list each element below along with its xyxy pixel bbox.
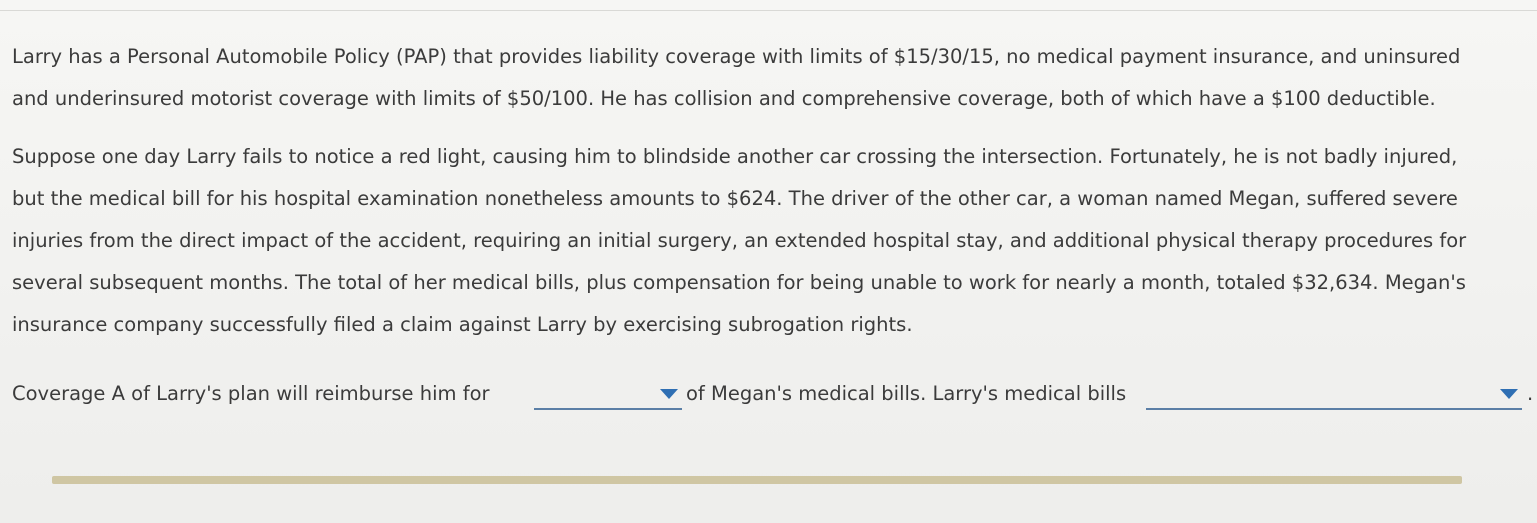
paragraph-line: injuries from the direct impact of the accident, requiring an initial surgery, an extended hospital stay, and additional physical therapy procedures for: [12, 229, 1467, 252]
paragraph-line: several subsequent months. The total of her medical bills, plus compensation for being unable to work for nearly a month, totaled $32,634. Megan's: [12, 271, 1466, 294]
paragraph-line: Larry has a Personal Automobile Policy (PAP) that provides liability coverage with limits of $15/30/15, no medical payment insurance, and uninsured: [12, 45, 1461, 68]
question-text-before: Coverage A of Larry's plan will reimburse him for: [12, 382, 490, 405]
paragraph-line: Suppose one day Larry fails to notice a red light, causing him to blindside another car crossing the intersection. Fortunately, he is not badly injured,: [12, 145, 1458, 168]
coverage-a-dropdown[interactable]: [534, 380, 682, 410]
question-sentence: [12, 374, 1537, 414]
larry-medical-bills-dropdown[interactable]: [1146, 380, 1522, 410]
bottom-divider-bar: [52, 476, 1462, 484]
divider: [0, 10, 1537, 11]
paragraph-line: but the medical bill for his hospital examination nonetheless amounts to $624. The driver of the other car, a woman named Megan, suffered severe: [12, 187, 1458, 210]
question-text-middle: of Megan's medical bills. Larry's medical bills: [686, 382, 1127, 405]
problem-paragraph-2: [12, 136, 1537, 346]
caret-down-icon: [660, 389, 678, 399]
problem-paragraph-1: [12, 36, 1537, 120]
paragraph-line: insurance company successfully filed a claim against Larry by exercising subrogation rights.: [12, 313, 913, 336]
paragraph-line: and underinsured motorist coverage with limits of $50/100. He has collision and comprehensive coverage, both of which have a $100 deductible.: [12, 87, 1436, 110]
sentence-period: .: [1527, 382, 1534, 405]
caret-down-icon: [1500, 389, 1518, 399]
